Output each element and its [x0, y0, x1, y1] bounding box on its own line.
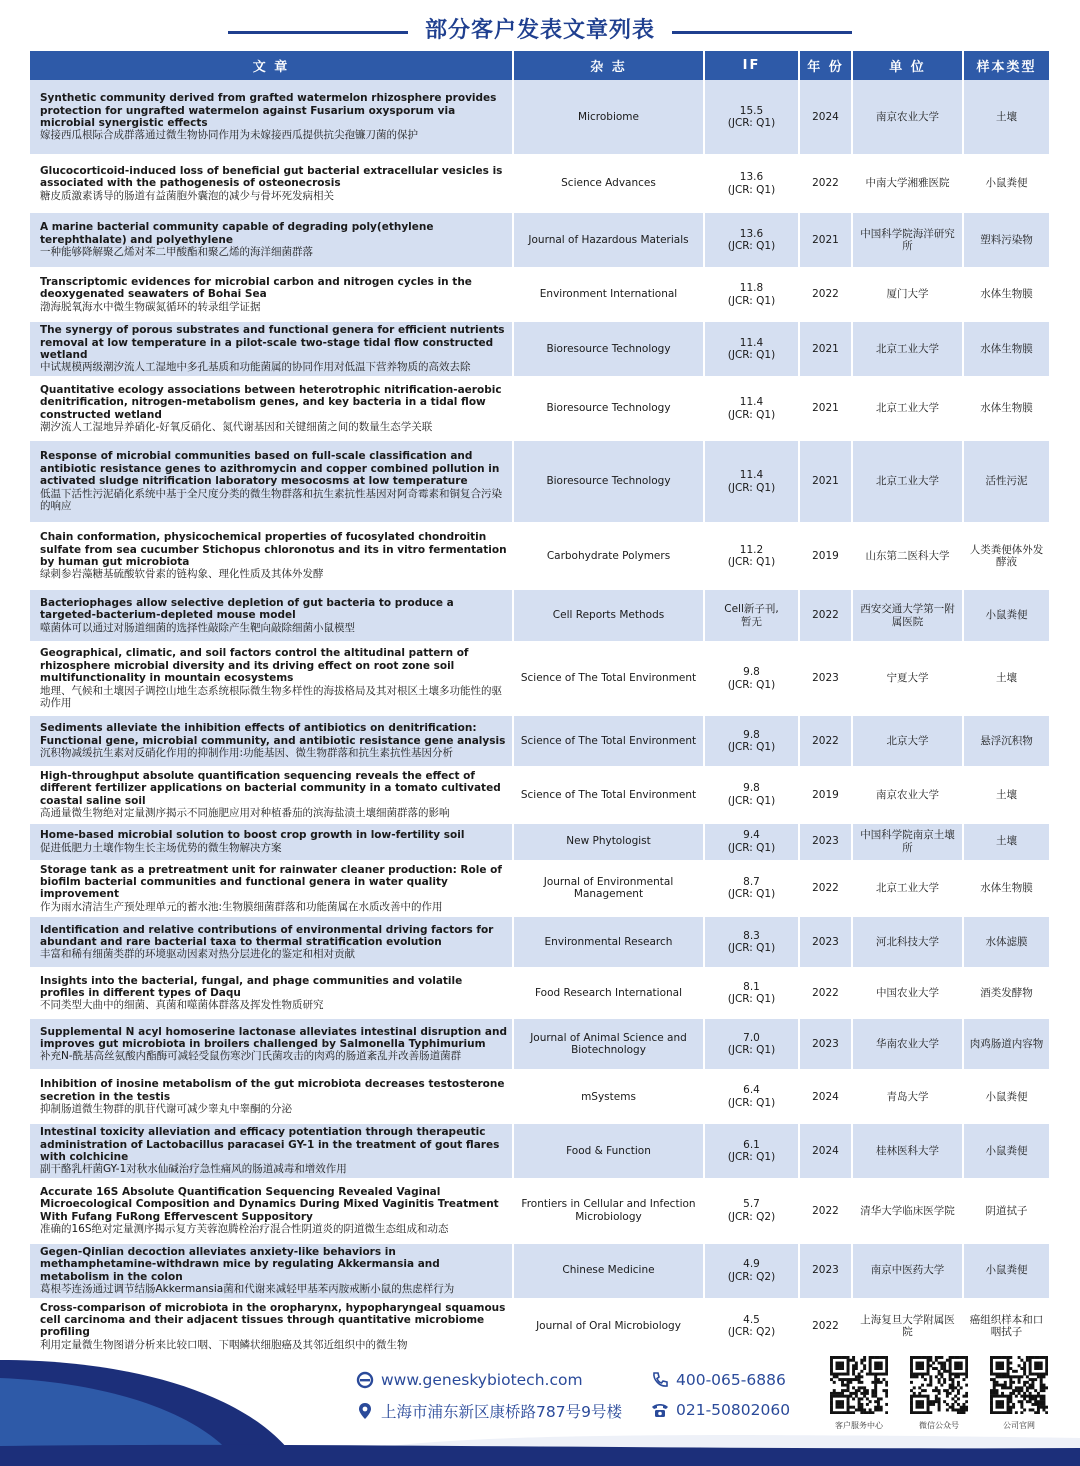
article-title-en: Transcriptomic evidences for microbial carbon and nitrogen cycles in the deoxygenated seawaters of Bohai Sea	[40, 275, 472, 301]
article-title-en: High-throughput absolute quantification sequencing reveals the effect of different fertilizer applications on bacterial community in a tomato cultivated coastal saline soil	[40, 770, 501, 807]
jcr-quartile: (JCR: Q1)	[727, 117, 776, 129]
jcr-quartile: (JCR: Q1)	[727, 888, 776, 901]
unit-cell: 山东第二医科大学	[853, 524, 964, 590]
article-cell	[30, 590, 514, 643]
table-row	[30, 80, 1049, 156]
if-value: 13.6	[739, 171, 764, 184]
article-title-en: Quantitative ecology associations between heterotrophic nitrification-aerobic denitrification, nitrogen-metabolism genes, and key bacteria in a tidal flow constructed wetland	[40, 383, 502, 421]
year-cell: 2021	[800, 441, 853, 524]
if-cell	[705, 213, 800, 269]
publications-table	[30, 51, 1049, 1355]
unit-cell: 南京农业大学	[853, 80, 964, 156]
if-value: 15.5	[739, 104, 764, 117]
jcr-quartile: (JCR: Q1)	[727, 942, 776, 955]
sample-type-cell: 土壤	[964, 768, 1049, 824]
year-cell: 2022	[800, 1300, 853, 1356]
table-row	[30, 1124, 1049, 1180]
year-cell: 2022	[800, 156, 853, 213]
article-title-zh: 地理、气候和土壤因子调控山地生态系统根际微生物多样性的海拔格局及其对根区土壤多功能性的驱动作用	[40, 684, 502, 710]
article-title-en: Intestinal toxicity alleviation and efficacy potentiation through therapeutic administration of Lactobacillus paracasei GY-1 in the treatment of gout flares with colchicine	[40, 1126, 500, 1164]
if-value: 8.3	[743, 929, 760, 942]
if-cell	[705, 322, 800, 378]
title-line-left	[228, 31, 408, 34]
article-title-zh: 嫁接西瓜根际合成群落通过微生物协同作用为未嫁接西瓜提供抗尖孢镰刀菌的保护	[40, 129, 418, 142]
article-title-zh: 糖皮质激素诱导的肠道有益菌胞外囊泡的减少与骨坏死发病相关	[40, 189, 334, 202]
sample-type-cell: 水体生物膜	[964, 378, 1049, 441]
article-title-zh: 一种能够降解聚乙烯对苯二甲酸酯和聚乙烯的海洋细菌群落	[40, 246, 313, 259]
journal-cell: Environment International	[514, 269, 705, 322]
table-row	[30, 156, 1049, 213]
journal-cell: Environmental Research	[514, 917, 705, 969]
if-cell	[705, 1244, 800, 1300]
jcr-quartile: (JCR: Q1)	[727, 349, 776, 361]
if-cell	[705, 590, 800, 643]
location-pin-icon	[355, 1401, 375, 1421]
sample-type-cell: 癌组织样本和口咽拭子	[964, 1300, 1049, 1356]
article-title-en: Response of microbial communities based on full-scale classification and antibiotic resistance genes to azithromycin and copper combined pollution in activated sludge nitrification laboratory mesocosms at low temperature	[40, 450, 500, 488]
jcr-quartile: (JCR: Q1)	[727, 481, 776, 494]
page-title: 部分客户发表文章列表	[424, 18, 655, 43]
if-cell	[705, 1124, 800, 1180]
header-sample: 样本类型	[964, 51, 1049, 80]
if-value: 11.8	[739, 282, 764, 295]
jcr-quartile: (JCR: Q1)	[727, 556, 776, 568]
article-cell	[30, 768, 514, 824]
table-body	[30, 80, 1049, 1355]
header-journal: 杂 志	[514, 51, 705, 80]
table-row	[30, 969, 1049, 1019]
jcr-quartile: (JCR: Q1)	[727, 408, 776, 421]
sample-type-cell: 人类粪便体外发酵液	[964, 524, 1049, 590]
if-cell	[705, 1019, 800, 1071]
header-if: IF	[705, 51, 800, 80]
article-title-en: Sediments alleviate the inhibition effects of antibiotics on denitrification: Functional gene, microbial community, and antibiotic resistance gene analysis	[40, 722, 506, 747]
unit-cell: 中南大学湘雅医院	[853, 156, 964, 213]
table-row	[30, 1244, 1049, 1300]
article-title-en: Inhibition of inosine metabolism of the gut microbiota decreases testosterone secretion in the testis	[40, 1078, 505, 1103]
journal-cell: Bioresource Technology	[514, 378, 705, 441]
article-cell	[30, 862, 514, 918]
unit-cell: 北京工业大学	[853, 441, 964, 524]
article-title-zh: 渤海脱氧海水中微生物碳氮循环的转录组学证据	[40, 300, 261, 313]
table-row	[30, 643, 1049, 716]
sample-type-cell: 活性污泥	[964, 441, 1049, 524]
article-title-en: Supplemental N acyl homoserine lactonase alleviates intestinal disruption and improves gut microbiota in broilers challenged by Salmonella Typhimurium	[40, 1025, 507, 1051]
year-cell: 2022	[800, 862, 853, 918]
year-cell: 2022	[800, 590, 853, 643]
unit-cell: 青岛大学	[853, 1071, 964, 1124]
article-title-zh: 高通量微生物绝对定量测序揭示不同施肥应用对种植番茄的滨海盐渍土壤细菌群落的影响	[40, 807, 450, 820]
table-row	[30, 768, 1049, 824]
article-title-zh: 噬菌体可以通过对肠道细菌的选择性敲除产生靶向敲除细菌小鼠模型	[40, 621, 355, 634]
article-title-en: Cross-comparison of microbiota in the oropharynx, hypopharyngeal squamous cell carcinoma and their adjacent tissues through quantitative microbiome profiling	[40, 1301, 506, 1339]
sample-type-cell: 水体生物膜	[964, 269, 1049, 322]
year-cell: 2023	[800, 917, 853, 969]
article-cell	[30, 269, 514, 322]
article-title-zh: 低温下活性污泥硝化系统中基于全尺度分类的微生物群落和抗生素抗性基因对阿奇霉素和铜复合污染的响应	[40, 487, 502, 513]
article-cell	[30, 1071, 514, 1124]
year-cell: 2024	[800, 1124, 853, 1180]
unit-cell: 河北科技大学	[853, 917, 964, 969]
if-value: 13.6	[739, 227, 764, 240]
jcr-quartile: (JCR: Q1)	[727, 741, 776, 753]
year-cell: 2019	[800, 768, 853, 824]
if-value: 8.7	[743, 876, 760, 889]
table-row	[30, 322, 1049, 378]
jcr-quartile: (JCR: Q1)	[727, 1044, 776, 1057]
year-cell: 2023	[800, 824, 853, 862]
article-title-zh: 中试规模两级潮汐流人工湿地中多孔基质和功能菌属的协同作用对低温下营养物质的高效去除	[40, 361, 471, 374]
table-row	[30, 378, 1049, 441]
if-value: 4.9	[743, 1258, 760, 1271]
year-cell: 2021	[800, 378, 853, 441]
phone-icon	[650, 1370, 670, 1390]
article-title-zh: 利用定量微生物图谱分析来比较口咽、下咽鳞状细胞癌及其邻近组织中的微生物	[40, 1338, 408, 1351]
if-cell	[705, 441, 800, 524]
unit-cell: 北京工业大学	[853, 322, 964, 378]
jcr-quartile: (JCR: Q1)	[727, 1151, 776, 1164]
if-value: 11.4	[739, 396, 764, 409]
table-row	[30, 824, 1049, 862]
unit-cell: 北京工业大学	[853, 862, 964, 918]
if-value: 4.5	[743, 1313, 760, 1326]
article-title-zh: 沉积物减缓抗生素对反硝化作用的抑制作用:功能基因、微生物群落和抗生素抗性基因分析	[40, 747, 454, 760]
if-cell	[705, 768, 800, 824]
if-cell	[705, 862, 800, 918]
year-cell: 2023	[800, 643, 853, 716]
if-value: 7.0	[743, 1031, 760, 1044]
qr-code-website[interactable]	[990, 1356, 1048, 1414]
phone-number[interactable]: 400-065-6886	[676, 1371, 786, 1389]
article-title-en: Gegen-Qinlian decoction alleviates anxiety-like behaviors in methamphetamine-withdrawn mice by regulating Akkermansia and metabolism in the colon	[40, 1245, 440, 1283]
article-title-en: Geographical, climatic, and soil factors control the altitudinal pattern of rhizosphere microbial diversity and its driving effect on root zone soil multifunctionality in mountain ecosystems	[40, 647, 469, 685]
sample-type-cell: 小鼠粪便	[964, 1124, 1049, 1180]
unit-cell: 西安交通大学第一附属医院	[853, 590, 964, 643]
jcr-quartile: (JCR: Q1)	[727, 678, 776, 691]
unit-cell: 中国科学院海洋研究所	[853, 213, 964, 269]
if-cell	[705, 643, 800, 716]
if-value: 8.1	[743, 980, 760, 993]
tel-contact[interactable]	[650, 1400, 790, 1420]
journal-cell: Chinese Medicine	[514, 1244, 705, 1300]
unit-cell: 中国科学院南京土壤所	[853, 824, 964, 862]
address-text: 上海市浦东新区康桥路787号9号楼	[381, 1403, 622, 1421]
article-title-en: Glucocorticoid-induced loss of beneficial gut bacterial extracellular vesicles is associated with the pathogenesis of osteonecrosis	[40, 164, 503, 190]
article-cell	[30, 213, 514, 269]
jcr-quartile: (JCR: Q1)	[727, 993, 776, 1006]
article-title-zh: 补充N-酰基高丝氨酸内酯酶可减轻受鼠伤寒沙门氏菌攻击的肉鸡的肠道紊乱并改善肠道菌群	[40, 1050, 462, 1063]
article-cell	[30, 80, 514, 156]
if-value: 11.2	[739, 543, 764, 556]
jcr-quartile: (JCR: Q1)	[727, 1096, 776, 1109]
sample-type-cell: 水体生物膜	[964, 862, 1049, 918]
year-cell: 2022	[800, 1180, 853, 1244]
year-cell: 2021	[800, 213, 853, 269]
sample-type-cell: 塑料污染物	[964, 213, 1049, 269]
article-cell	[30, 969, 514, 1019]
sample-type-cell: 酒类发酵物	[964, 969, 1049, 1019]
journal-cell: Bioresource Technology	[514, 322, 705, 378]
unit-cell: 宁夏大学	[853, 643, 964, 716]
article-title-zh: 作为雨水清洁生产预处理单元的蓄水池:生物膜细菌群落和功能菌属在水质改善中的作用	[40, 900, 443, 913]
header-unit: 单 位	[853, 51, 964, 80]
sample-type-cell: 水体生物膜	[964, 322, 1049, 378]
journal-cell: Food & Function	[514, 1124, 705, 1180]
article-cell	[30, 716, 514, 768]
if-cell	[705, 156, 800, 213]
jcr-quartile: (JCR: Q1)	[727, 794, 776, 807]
jcr-quartile: (JCR: Q2)	[727, 1326, 776, 1339]
if-cell	[705, 269, 800, 322]
journal-cell: Bioresource Technology	[514, 441, 705, 524]
qr-code-icon	[830, 1356, 888, 1414]
unit-cell: 北京大学	[853, 716, 964, 768]
internet-explorer-icon	[355, 1370, 375, 1390]
if-cell	[705, 80, 800, 156]
qr-code-customer-service[interactable]	[830, 1356, 888, 1414]
article-title-en: Home-based microbial solution to boost crop growth in low-fertility soil	[40, 829, 465, 842]
journal-cell: Frontiers in Cellular and Infection Microbiology	[514, 1180, 705, 1244]
qr-label-wechat: 微信公众号	[919, 1421, 959, 1430]
table-row	[30, 441, 1049, 524]
if-cell	[705, 1180, 800, 1244]
article-cell	[30, 917, 514, 969]
sample-type-cell: 悬浮沉积物	[964, 716, 1049, 768]
title-line-right	[672, 31, 852, 34]
jcr-quartile: (JCR: Q1)	[727, 841, 776, 854]
if-value: 11.4	[739, 469, 764, 482]
tel-number[interactable]: 021-50802060	[676, 1401, 791, 1419]
website-contact[interactable]	[355, 1370, 583, 1390]
journal-cell: Food Research International	[514, 969, 705, 1019]
article-title-zh: 葛根芩连汤通过调节结肠Akkermansia菌和代谢来减轻甲基苯丙胺戒断小鼠的焦虑样行为	[40, 1283, 455, 1296]
year-cell: 2023	[800, 1019, 853, 1071]
unit-cell: 南京农业大学	[853, 768, 964, 824]
table-row	[30, 269, 1049, 322]
year-cell: 2021	[800, 322, 853, 378]
sample-type-cell: 小鼠粪便	[964, 1071, 1049, 1124]
unit-cell: 华南农业大学	[853, 1019, 964, 1071]
article-cell	[30, 524, 514, 590]
unit-cell: 清华大学临床医学院	[853, 1180, 964, 1244]
sample-type-cell: 小鼠粪便	[964, 1244, 1049, 1300]
if-cell	[705, 378, 800, 441]
journal-cell: Cell Reports Methods	[514, 590, 705, 643]
journal-cell: Science of The Total Environment	[514, 643, 705, 716]
sample-type-cell: 小鼠粪便	[964, 590, 1049, 643]
header-article: 文 章	[30, 51, 514, 80]
table-row	[30, 917, 1049, 969]
unit-cell: 桂林医科大学	[853, 1124, 964, 1180]
jcr-quartile: (JCR: Q1)	[727, 294, 776, 307]
table-header-row	[30, 51, 1049, 80]
sample-type-cell: 小鼠粪便	[964, 156, 1049, 213]
article-title-en: Storage tank as a pretreatment unit for rainwater cleaner production: Role of biofilm bacterial communities and functional genera in water quality improvement	[40, 863, 502, 901]
unit-cell: 上海复旦大学附属医院	[853, 1300, 964, 1356]
journal-cell: Carbohydrate Polymers	[514, 524, 705, 590]
header-year: 年 份	[800, 51, 853, 80]
if-cell	[705, 917, 800, 969]
journal-cell: Journal of Animal Science and Biotechnology	[514, 1019, 705, 1071]
year-cell: 2023	[800, 1244, 853, 1300]
jcr-quartile: (JCR: Q2)	[727, 1210, 776, 1223]
sample-type-cell: 水体滤膜	[964, 917, 1049, 969]
telephone-icon	[650, 1400, 670, 1420]
if-cell	[705, 716, 800, 768]
year-cell: 2022	[800, 969, 853, 1019]
table-row	[30, 213, 1049, 269]
table-row	[30, 590, 1049, 643]
article-title-zh: 潮汐流人工湿地异养硝化-好氧反硝化、氮代谢基因和关键细菌之间的数量生态学关联	[40, 420, 433, 433]
sample-type-cell: 土壤	[964, 80, 1049, 156]
article-title-en: The synergy of porous substrates and functional genera for efficient nutrients removal at low temperature in a pilot-scale two-stage tidal flow constructed wetland	[40, 324, 505, 361]
journal-cell: Science of The Total Environment	[514, 716, 705, 768]
article-title-en: A marine bacterial community capable of degrading poly(ethylene terephthalate) and polyethylene	[40, 221, 434, 246]
footer	[0, 1338, 1080, 1466]
article-title-en: Identification and relative contributions of environmental driving factors for abundant and rare bacterial taxa to thermal stratification evolution	[40, 923, 494, 949]
if-value: Cell新子刊,	[724, 603, 779, 616]
jcr-quartile: (JCR: Q2)	[727, 1270, 776, 1283]
unit-cell: 北京工业大学	[853, 378, 964, 441]
article-title-en: Bacteriophages allow selective depletion of gut bacteria to produce a targeted-bacterium-depleted mouse model	[40, 596, 454, 622]
if-value: 5.7	[743, 1198, 760, 1211]
article-cell	[30, 1180, 514, 1244]
article-title-zh: 不同类型大曲中的细菌、真菌和噬菌体群落及挥发性物质研究	[40, 999, 324, 1012]
table-row	[30, 524, 1049, 590]
if-value: 9.8	[743, 728, 760, 741]
year-cell: 2022	[800, 269, 853, 322]
jcr-quartile: 暂无	[741, 615, 762, 628]
qr-label-customer-service: 客户服务中心	[835, 1421, 883, 1430]
jcr-quartile: (JCR: Q1)	[727, 183, 776, 196]
article-title-zh: 抑制肠道微生物群的肌苷代谢可减少睾丸中睾酮的分泌	[40, 1102, 292, 1115]
journal-cell: Journal of Oral Microbiology	[514, 1300, 705, 1356]
jcr-quartile: (JCR: Q1)	[727, 240, 776, 252]
article-cell	[30, 378, 514, 441]
table-row	[30, 716, 1049, 768]
article-title-zh: 绿刺参岩藻糖基硫酸软骨素的链构象、理化性质及其体外发酵	[40, 568, 324, 581]
qr-code-icon	[990, 1356, 1048, 1414]
if-cell	[705, 824, 800, 862]
journal-cell: Journal of Hazardous Materials	[514, 213, 705, 269]
if-cell	[705, 1071, 800, 1124]
if-value: 6.1	[743, 1138, 760, 1151]
qr-code-icon	[910, 1356, 968, 1414]
article-cell	[30, 1019, 514, 1071]
if-value: 6.4	[743, 1084, 760, 1097]
article-title-en: Chain conformation, physicochemical properties of fucosylated chondroitin sulfate from sea cucumber Stichopus chloronotus and its in vitro fermentation by human gut microbiota	[40, 531, 507, 568]
qr-code-wechat[interactable]	[910, 1356, 968, 1414]
unit-cell: 厦门大学	[853, 269, 964, 322]
year-cell: 2019	[800, 524, 853, 590]
website-url[interactable]: www.geneskybiotech.com	[381, 1371, 583, 1389]
journal-cell: Science of The Total Environment	[514, 768, 705, 824]
article-title-zh: 促进低肥力土壤作物生长主场优势的微生物解决方案	[40, 841, 282, 854]
year-cell: 2022	[800, 716, 853, 768]
if-value: 9.8	[743, 782, 760, 795]
sample-type-cell: 肉鸡肠道内容物	[964, 1019, 1049, 1071]
journal-cell: New Phytologist	[514, 824, 705, 862]
sample-type-cell: 土壤	[964, 643, 1049, 716]
journal-cell: mSystems	[514, 1071, 705, 1124]
phone-contact[interactable]	[650, 1370, 786, 1390]
journal-cell: Journal of Environmental Management	[514, 862, 705, 918]
if-value: 9.4	[743, 829, 760, 842]
article-cell	[30, 824, 514, 862]
article-cell	[30, 441, 514, 524]
journal-cell: Science Advances	[514, 156, 705, 213]
table-row	[30, 862, 1049, 918]
if-value: 9.8	[743, 666, 760, 679]
qr-label-website: 公司官网	[1003, 1421, 1035, 1430]
table-row	[30, 1071, 1049, 1124]
article-cell	[30, 643, 514, 716]
sample-type-cell: 土壤	[964, 824, 1049, 862]
year-cell: 2024	[800, 80, 853, 156]
article-cell	[30, 1244, 514, 1300]
article-title-zh: 准确的16S绝对定量测序揭示复方芙蓉泡腾栓治疗混合性阴道炎的阴道微生态组成和动态	[40, 1223, 449, 1236]
article-title-zh: 副干酪乳杆菌GY-1对秋水仙碱治疗急性痛风的肠道减毒和增效作用	[40, 1163, 347, 1176]
unit-cell: 中国农业大学	[853, 969, 964, 1019]
journal-cell: Microbiome	[514, 80, 705, 156]
address-contact	[355, 1400, 622, 1422]
article-title-en: Accurate 16S Absolute Quantification Sequencing Revealed Vaginal Microecological Composition and Dynamics During Mixed Vaginitis Treatment With Fufang FuRong Effervescent Suppository	[40, 1186, 499, 1223]
sample-type-cell: 阴道拭子	[964, 1180, 1049, 1244]
year-cell: 2024	[800, 1071, 853, 1124]
article-title-zh: 丰富和稀有细菌类群的环境驱动因素对热分层进化的鉴定和相对贡献	[40, 948, 355, 961]
if-cell	[705, 524, 800, 590]
table-row	[30, 1180, 1049, 1244]
if-cell	[705, 969, 800, 1019]
article-title-en: Synthetic community derived from grafted watermelon rhizosphere provides protection for ungrafted watermelon against Fusarium oxysporum via microbial synergistic effects	[40, 92, 497, 129]
unit-cell: 南京中医药大学	[853, 1244, 964, 1300]
article-cell	[30, 322, 514, 378]
page-title-bar	[0, 14, 1080, 50]
table-row	[30, 1019, 1049, 1071]
article-cell	[30, 156, 514, 213]
article-title-en: Insights into the bacterial, fungal, and phage communities and volatile profiles in different types of Daqu	[40, 974, 463, 1000]
if-value: 11.4	[739, 336, 764, 349]
article-cell	[30, 1124, 514, 1180]
